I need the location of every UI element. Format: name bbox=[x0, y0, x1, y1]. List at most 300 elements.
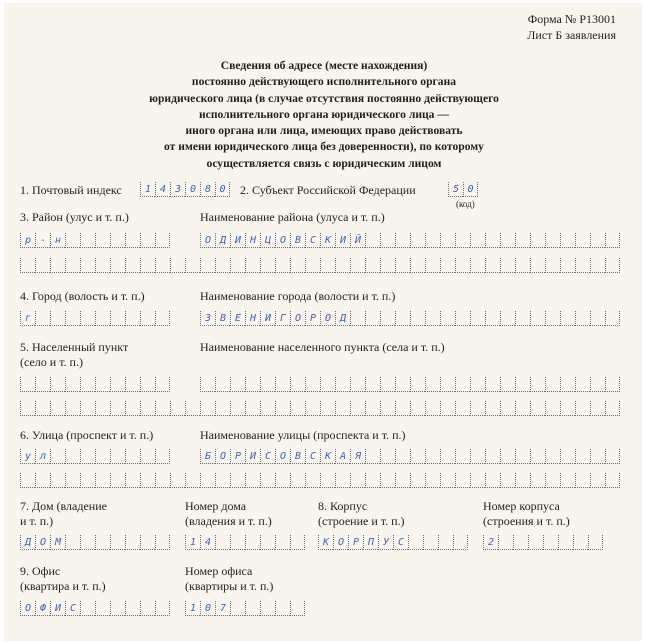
char-cell bbox=[110, 377, 125, 392]
house-label: 7. Дом (владение и т. п.) bbox=[20, 499, 107, 528]
char-cell bbox=[573, 535, 588, 550]
char-cell bbox=[485, 377, 500, 392]
char-cell bbox=[65, 377, 80, 392]
char-cell bbox=[95, 401, 110, 416]
char-cell bbox=[245, 473, 260, 488]
char-cell bbox=[365, 233, 380, 248]
char-cell bbox=[395, 401, 410, 416]
char-cell bbox=[65, 449, 80, 464]
char-cell bbox=[425, 377, 440, 392]
char-cell bbox=[125, 473, 140, 488]
char-cell bbox=[260, 601, 275, 616]
char-cell bbox=[543, 535, 558, 550]
char-cell: 4 bbox=[155, 182, 170, 197]
char-cell bbox=[230, 377, 245, 392]
char-cell: 5 bbox=[448, 182, 463, 197]
char-cell bbox=[485, 473, 500, 488]
char-cell bbox=[545, 401, 560, 416]
char-cell: П bbox=[363, 535, 378, 550]
char-cell bbox=[65, 311, 80, 326]
char-cell bbox=[560, 233, 575, 248]
char-cell bbox=[50, 311, 65, 326]
char-cell: О bbox=[20, 601, 35, 616]
locality-name-field[interactable] bbox=[200, 377, 620, 392]
char-cell bbox=[320, 258, 335, 273]
char-cell bbox=[545, 311, 560, 326]
char-cell bbox=[380, 258, 395, 273]
char-cell bbox=[140, 233, 155, 248]
char-cell bbox=[290, 601, 305, 616]
char-cell bbox=[95, 449, 110, 464]
office-number-field[interactable] bbox=[185, 601, 305, 616]
char-cell bbox=[95, 233, 110, 248]
char-cell bbox=[215, 473, 230, 488]
char-cell bbox=[365, 377, 380, 392]
char-cell bbox=[155, 535, 170, 550]
char-cell bbox=[515, 311, 530, 326]
locality-name-field-continued[interactable] bbox=[20, 401, 620, 416]
char-cell bbox=[410, 311, 425, 326]
char-cell: 8 bbox=[200, 182, 215, 197]
char-cell: 0 bbox=[463, 182, 478, 197]
char-cell bbox=[425, 233, 440, 248]
char-cell: Д bbox=[20, 535, 35, 550]
char-cell bbox=[365, 473, 380, 488]
char-cell bbox=[260, 473, 275, 488]
char-cell bbox=[365, 258, 380, 273]
char-cell bbox=[95, 311, 110, 326]
char-cell: н bbox=[50, 233, 65, 248]
building-number-field[interactable] bbox=[483, 535, 603, 550]
char-cell bbox=[410, 233, 425, 248]
char-cell bbox=[440, 233, 455, 248]
postal-index-field[interactable] bbox=[140, 182, 230, 197]
char-cell bbox=[395, 473, 410, 488]
char-cell: Р bbox=[305, 311, 320, 326]
char-cell bbox=[50, 401, 65, 416]
char-cell bbox=[185, 401, 200, 416]
char-cell bbox=[575, 377, 590, 392]
char-cell bbox=[305, 473, 320, 488]
char-cell bbox=[485, 401, 500, 416]
char-cell bbox=[590, 233, 605, 248]
char-cell bbox=[50, 449, 65, 464]
char-cell: К bbox=[318, 535, 333, 550]
char-cell bbox=[380, 449, 395, 464]
char-cell bbox=[560, 473, 575, 488]
char-cell bbox=[245, 401, 260, 416]
street-name-label: Наименование улицы (проспекта и т. п.) bbox=[200, 428, 406, 442]
char-cell bbox=[528, 535, 543, 550]
char-cell bbox=[590, 258, 605, 273]
city-label: 4. Город (волость и т. п.) bbox=[20, 289, 145, 303]
char-cell: р bbox=[20, 233, 35, 248]
char-cell bbox=[275, 401, 290, 416]
char-cell: Й bbox=[350, 233, 365, 248]
char-cell bbox=[35, 401, 50, 416]
char-cell bbox=[423, 535, 438, 550]
char-cell bbox=[530, 233, 545, 248]
char-cell bbox=[590, 473, 605, 488]
char-cell bbox=[125, 535, 140, 550]
char-cell: В bbox=[290, 233, 305, 248]
char-cell: О bbox=[275, 233, 290, 248]
char-cell bbox=[230, 401, 245, 416]
district-name-field[interactable] bbox=[200, 233, 620, 248]
city-name-label: Наименование города (волости и т. п.) bbox=[200, 289, 396, 303]
char-cell bbox=[230, 601, 245, 616]
char-cell bbox=[455, 311, 470, 326]
char-cell: 2 bbox=[483, 535, 498, 550]
form-sheet bbox=[4, 3, 642, 641]
char-cell: 4 bbox=[200, 535, 215, 550]
char-cell bbox=[605, 233, 620, 248]
char-cell bbox=[485, 449, 500, 464]
char-cell bbox=[140, 473, 155, 488]
char-cell bbox=[110, 473, 125, 488]
char-cell bbox=[305, 377, 320, 392]
char-cell bbox=[95, 473, 110, 488]
house-type-field[interactable] bbox=[20, 535, 170, 550]
char-cell bbox=[515, 233, 530, 248]
char-cell bbox=[470, 258, 485, 273]
char-cell bbox=[395, 258, 410, 273]
char-cell bbox=[155, 311, 170, 326]
char-cell bbox=[470, 401, 485, 416]
char-cell bbox=[440, 449, 455, 464]
char-cell bbox=[590, 401, 605, 416]
city-type-field[interactable] bbox=[20, 311, 170, 326]
char-cell bbox=[155, 377, 170, 392]
char-cell bbox=[438, 535, 453, 550]
char-cell bbox=[530, 258, 545, 273]
char-cell bbox=[455, 258, 470, 273]
locality-type-field[interactable] bbox=[20, 377, 170, 392]
char-cell bbox=[575, 473, 590, 488]
char-cell bbox=[260, 535, 275, 550]
char-cell bbox=[513, 535, 528, 550]
char-cell bbox=[335, 377, 350, 392]
char-cell bbox=[80, 401, 95, 416]
char-cell bbox=[380, 377, 395, 392]
char-cell bbox=[545, 233, 560, 248]
char-cell: И bbox=[260, 311, 275, 326]
char-cell bbox=[440, 311, 455, 326]
char-cell bbox=[395, 233, 410, 248]
char-cell bbox=[65, 535, 80, 550]
char-cell bbox=[350, 311, 365, 326]
char-cell bbox=[275, 258, 290, 273]
char-cell: С bbox=[305, 233, 320, 248]
subject-code-field[interactable] bbox=[448, 182, 478, 197]
char-cell bbox=[95, 377, 110, 392]
char-cell bbox=[530, 473, 545, 488]
char-cell bbox=[20, 401, 35, 416]
char-cell bbox=[425, 401, 440, 416]
char-cell bbox=[155, 601, 170, 616]
char-cell bbox=[245, 601, 260, 616]
char-cell bbox=[335, 258, 350, 273]
char-cell bbox=[95, 258, 110, 273]
char-cell bbox=[125, 233, 140, 248]
postal-index-label: 1. Почтовый индекс bbox=[20, 183, 122, 197]
char-cell bbox=[260, 258, 275, 273]
char-cell bbox=[35, 473, 50, 488]
street-type-field[interactable] bbox=[20, 449, 170, 464]
char-cell: Г bbox=[275, 311, 290, 326]
char-cell bbox=[575, 311, 590, 326]
char-cell bbox=[350, 401, 365, 416]
office-label: 9. Офис (квартира и т. п.) bbox=[20, 564, 106, 593]
char-cell: Р bbox=[348, 535, 363, 550]
char-cell bbox=[558, 535, 573, 550]
sheet-label: Лист Б заявления bbox=[527, 28, 616, 42]
char-cell: 3 bbox=[170, 182, 185, 197]
char-cell bbox=[350, 473, 365, 488]
char-cell bbox=[275, 601, 290, 616]
char-cell bbox=[410, 377, 425, 392]
char-cell bbox=[170, 473, 185, 488]
char-cell bbox=[260, 401, 275, 416]
subject-label: 2. Субъект Российской Федерации bbox=[240, 183, 416, 197]
char-cell: О bbox=[35, 535, 50, 550]
char-cell bbox=[65, 473, 80, 488]
char-cell bbox=[245, 258, 260, 273]
char-cell: 0 bbox=[185, 182, 200, 197]
char-cell: К bbox=[320, 233, 335, 248]
char-cell bbox=[470, 449, 485, 464]
char-cell bbox=[365, 311, 380, 326]
char-cell bbox=[485, 233, 500, 248]
char-cell bbox=[140, 377, 155, 392]
char-cell bbox=[380, 473, 395, 488]
char-cell bbox=[80, 311, 95, 326]
house-number-field[interactable] bbox=[185, 535, 305, 550]
char-cell bbox=[590, 311, 605, 326]
char-cell bbox=[80, 535, 95, 550]
char-cell: 7 bbox=[215, 601, 230, 616]
char-cell: 1 bbox=[185, 601, 200, 616]
char-cell: Н bbox=[245, 311, 260, 326]
char-cell: О bbox=[320, 311, 335, 326]
char-cell bbox=[95, 535, 110, 550]
char-cell bbox=[380, 311, 395, 326]
char-cell bbox=[35, 311, 50, 326]
char-cell bbox=[185, 473, 200, 488]
char-cell bbox=[65, 258, 80, 273]
char-cell bbox=[530, 401, 545, 416]
char-cell bbox=[215, 401, 230, 416]
office-type-field[interactable] bbox=[20, 601, 170, 616]
char-cell bbox=[530, 449, 545, 464]
char-cell bbox=[425, 449, 440, 464]
char-cell: Б bbox=[200, 449, 215, 464]
street-name-field[interactable] bbox=[200, 449, 620, 464]
char-cell bbox=[605, 377, 620, 392]
district-name-field-continued[interactable] bbox=[20, 258, 620, 273]
char-cell bbox=[410, 258, 425, 273]
district-label: 3. Район (улус и т. п.) bbox=[20, 210, 129, 224]
char-cell: У bbox=[378, 535, 393, 550]
char-cell bbox=[140, 311, 155, 326]
char-cell: Я bbox=[350, 449, 365, 464]
char-cell bbox=[470, 233, 485, 248]
char-cell bbox=[440, 258, 455, 273]
char-cell: Ц bbox=[260, 233, 275, 248]
char-cell: Е bbox=[230, 311, 245, 326]
char-cell bbox=[125, 601, 140, 616]
char-cell bbox=[170, 401, 185, 416]
char-cell bbox=[395, 377, 410, 392]
char-cell bbox=[590, 377, 605, 392]
char-cell bbox=[515, 449, 530, 464]
district-type-field[interactable] bbox=[20, 233, 170, 248]
form-number: Форма № Р13001 bbox=[527, 12, 616, 26]
char-cell bbox=[155, 473, 170, 488]
char-cell bbox=[305, 401, 320, 416]
char-cell bbox=[350, 377, 365, 392]
char-cell: З bbox=[200, 311, 215, 326]
char-cell bbox=[140, 401, 155, 416]
char-cell: - bbox=[35, 233, 50, 248]
char-cell bbox=[260, 377, 275, 392]
char-cell bbox=[110, 535, 125, 550]
char-cell bbox=[125, 377, 140, 392]
char-cell bbox=[65, 233, 80, 248]
street-name-field-continued[interactable] bbox=[20, 473, 620, 488]
char-cell bbox=[320, 377, 335, 392]
char-cell bbox=[605, 311, 620, 326]
char-cell: С bbox=[65, 601, 80, 616]
char-cell bbox=[230, 535, 245, 550]
char-cell: у bbox=[20, 449, 35, 464]
city-name-field[interactable] bbox=[200, 311, 620, 326]
char-cell bbox=[560, 401, 575, 416]
char-cell: О bbox=[200, 233, 215, 248]
char-cell: Н bbox=[245, 233, 260, 248]
char-cell bbox=[125, 401, 140, 416]
char-cell bbox=[50, 377, 65, 392]
char-cell bbox=[455, 401, 470, 416]
char-cell bbox=[410, 401, 425, 416]
char-cell bbox=[170, 258, 185, 273]
char-cell bbox=[515, 258, 530, 273]
char-cell bbox=[290, 535, 305, 550]
char-cell bbox=[500, 311, 515, 326]
char-cell: Д bbox=[335, 311, 350, 326]
char-cell bbox=[80, 258, 95, 273]
district-name-label: Наименование района (улуса и т. п.) bbox=[200, 210, 385, 224]
char-cell bbox=[425, 258, 440, 273]
char-cell bbox=[605, 449, 620, 464]
char-cell bbox=[80, 233, 95, 248]
char-cell bbox=[575, 449, 590, 464]
char-cell bbox=[410, 473, 425, 488]
char-cell bbox=[530, 311, 545, 326]
char-cell bbox=[125, 449, 140, 464]
char-cell bbox=[455, 449, 470, 464]
char-cell bbox=[560, 311, 575, 326]
char-cell bbox=[140, 449, 155, 464]
char-cell: г bbox=[20, 311, 35, 326]
code-caption: (код) bbox=[456, 199, 475, 209]
char-cell bbox=[500, 401, 515, 416]
office-number-label: Номер офиса (квартиры и т. п.) bbox=[185, 564, 274, 593]
char-cell bbox=[155, 233, 170, 248]
char-cell: С bbox=[260, 449, 275, 464]
char-cell bbox=[50, 473, 65, 488]
char-cell bbox=[230, 473, 245, 488]
char-cell bbox=[320, 473, 335, 488]
char-cell bbox=[545, 258, 560, 273]
char-cell bbox=[290, 473, 305, 488]
char-cell bbox=[588, 535, 603, 550]
building-label: 8. Корпус (строение и т. п.) bbox=[318, 499, 405, 528]
char-cell bbox=[65, 401, 80, 416]
building-type-field[interactable] bbox=[318, 535, 468, 550]
char-cell bbox=[305, 258, 320, 273]
char-cell bbox=[335, 401, 350, 416]
char-cell bbox=[485, 258, 500, 273]
char-cell bbox=[575, 401, 590, 416]
char-cell bbox=[200, 401, 215, 416]
char-cell bbox=[470, 473, 485, 488]
char-cell bbox=[95, 601, 110, 616]
char-cell bbox=[20, 258, 35, 273]
char-cell bbox=[500, 449, 515, 464]
char-cell bbox=[380, 401, 395, 416]
char-cell bbox=[110, 311, 125, 326]
char-cell: И bbox=[335, 233, 350, 248]
char-cell bbox=[425, 473, 440, 488]
char-cell bbox=[230, 258, 245, 273]
char-cell bbox=[560, 449, 575, 464]
char-cell bbox=[320, 401, 335, 416]
char-cell bbox=[110, 233, 125, 248]
char-cell bbox=[498, 535, 513, 550]
char-cell bbox=[470, 311, 485, 326]
char-cell bbox=[560, 377, 575, 392]
char-cell bbox=[110, 601, 125, 616]
char-cell: К bbox=[320, 449, 335, 464]
char-cell: 1 bbox=[185, 535, 200, 550]
char-cell bbox=[80, 377, 95, 392]
char-cell bbox=[335, 473, 350, 488]
char-cell bbox=[185, 258, 200, 273]
char-cell bbox=[515, 377, 530, 392]
char-cell: О bbox=[290, 311, 305, 326]
locality-name-label: Наименование населенного пункта (села и т. п.) bbox=[200, 340, 445, 354]
char-cell bbox=[80, 601, 95, 616]
char-cell: В bbox=[290, 449, 305, 464]
char-cell bbox=[20, 473, 35, 488]
char-cell: 0 bbox=[215, 182, 230, 197]
char-cell bbox=[215, 535, 230, 550]
char-cell bbox=[155, 401, 170, 416]
char-cell bbox=[440, 473, 455, 488]
char-cell bbox=[215, 258, 230, 273]
char-cell bbox=[500, 473, 515, 488]
char-cell: Ф bbox=[35, 601, 50, 616]
char-cell bbox=[575, 258, 590, 273]
char-cell: О bbox=[275, 449, 290, 464]
char-cell: Д bbox=[215, 233, 230, 248]
char-cell bbox=[605, 401, 620, 416]
char-cell bbox=[125, 258, 140, 273]
char-cell bbox=[155, 258, 170, 273]
char-cell: С bbox=[393, 535, 408, 550]
char-cell bbox=[560, 258, 575, 273]
